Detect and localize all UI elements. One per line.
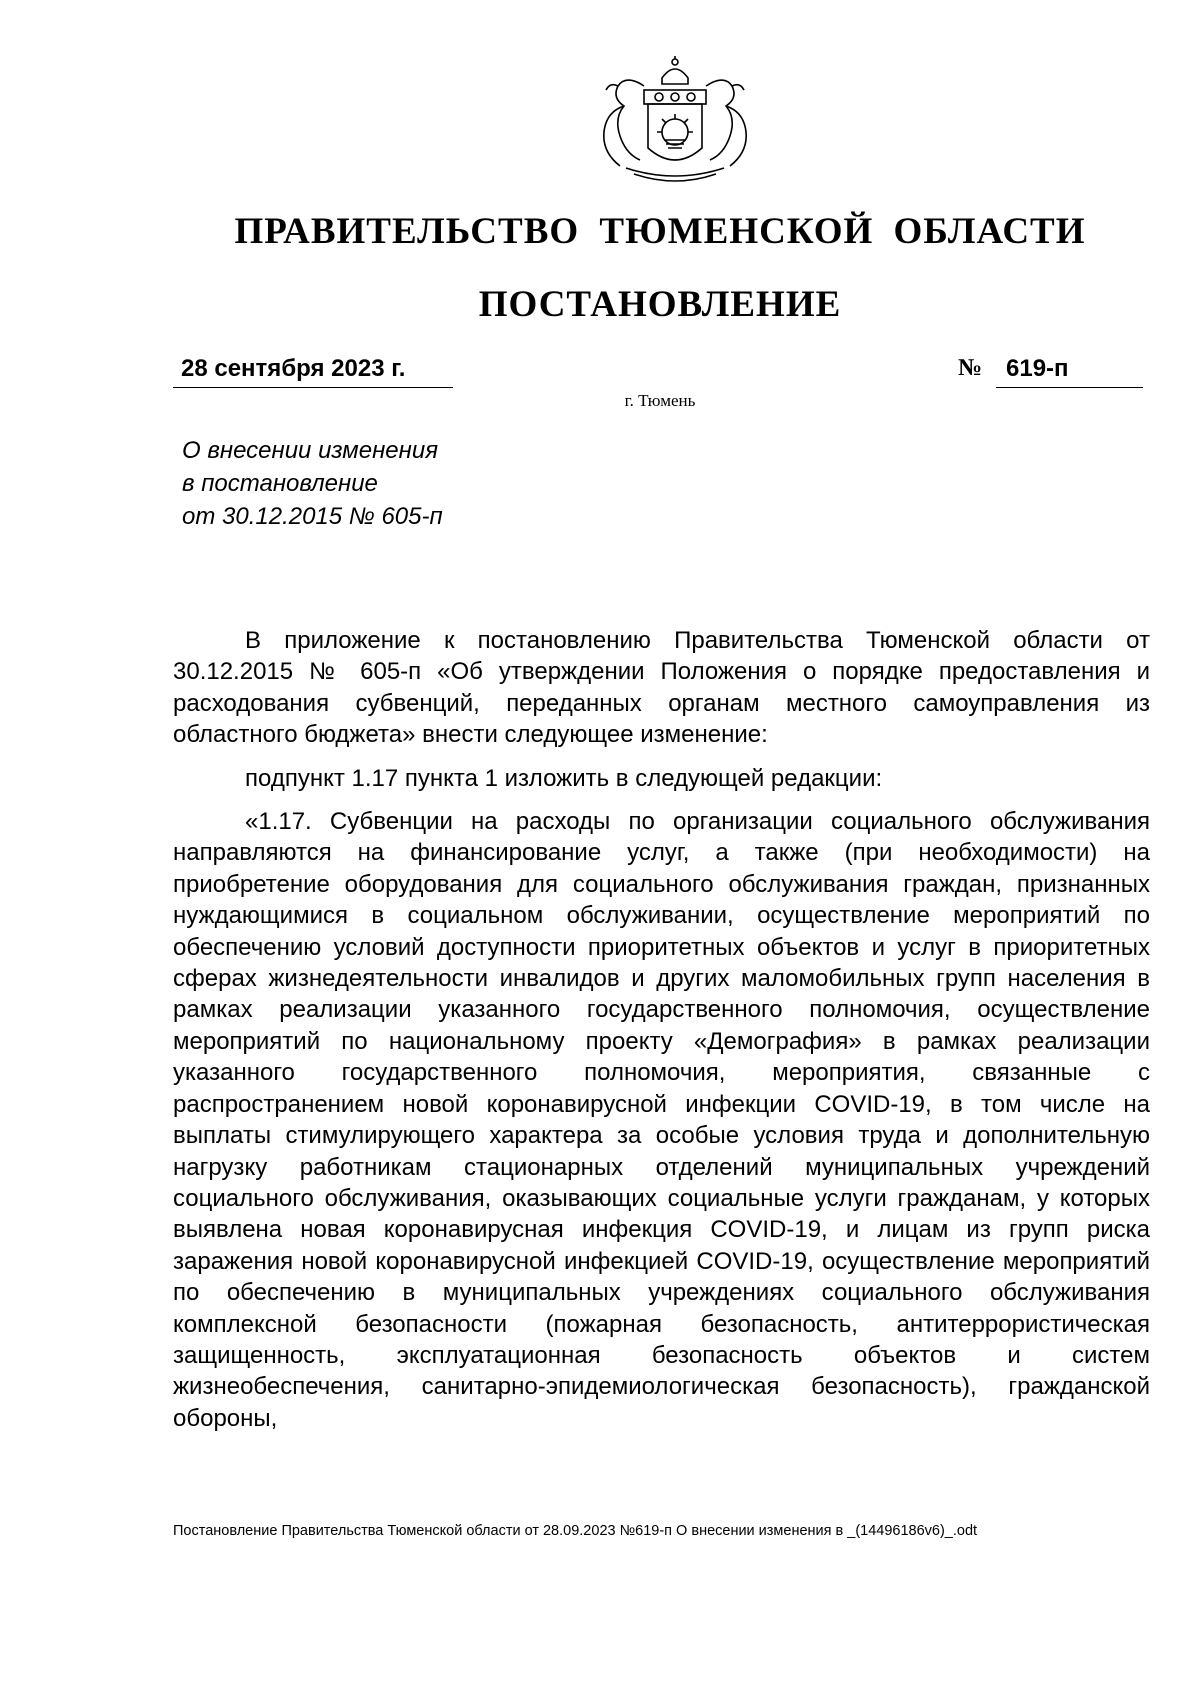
body-paragraph: подпункт 1.17 пункта 1 изложить в следующей редакции: (245, 764, 883, 792)
number-underline (996, 355, 1143, 388)
footer-filename: Постановление Правительства Тюменской области от 28.09.2023 №619-п О внесении изменения в _(14496186v6)_.odt (173, 1523, 978, 1539)
document-date: 28 сентября 2023 г. (181, 355, 406, 382)
document-body (173, 625, 1150, 1434)
document-date-field (173, 355, 453, 388)
subject-line: от 30.12.2015 № 605-п (182, 503, 443, 530)
document-number-field (958, 355, 1143, 387)
body-paragraph: «1.17. Субвенции на расходы по организации социального обслуживания направляются на финансирование услуг, а также (при необходимости) на приобретение оборудования для социального обслуживания граждан, признанных нуждающимися в социальном обслуживании, осуществление мероприятий по обеспечению условий доступности приоритетных объектов и услуг в приоритетных сферах жизнедеятельности инвалидов и других маломобильных групп населения в рамках реализации указанного государственного полномочия, осуществление мероприятий по национальному проекту «Демография» в рамках реализации указанного государственного полномочия, мероприятия, связанные с распространением новой коронавирусной инфекции COVID-19, в том числе на выплаты стимулирующего характера за особые условия труда и дополнительную нагрузку работникам стационарных отделений муниципальных учреждений социального обслуживания, оказывающих социальные услуги гражданам, у которых выявлена новая коронавирусная инфекция COVID-19, и лицам из групп риска заражения новой коронавирусной инфекцией COVID-19, осуществление мероприятий по обеспечению в муниципальных учреждениях социального обслуживания комплексной безопасности (пожарная безопасность, антитеррористическая защищенность, эксплуатационная безопасность объектов и систем жизнеобеспечения, санитарно-эпидемиологическая безопасность), гражданской обороны, (173, 808, 1150, 1432)
body-paragraph: В приложение к постановлению Правительства Тюменской области от 30.12.2015 № 605-п «Об утверждении Положения о порядке предоставления и расходования субвенций, переданных органам местного самоуправления из областного бюджета» внести следующее изменение: (173, 627, 1150, 749)
government-title: ПРАВИТЕЛЬСТВО ТЮМЕНСКОЙ ОБЛАСТИ (234, 211, 1086, 252)
number-sign: № (958, 355, 983, 381)
document-type-title: ПОСТАНОВЛЕНИЕ (478, 284, 842, 325)
document-number: 619-п (1006, 355, 1069, 382)
subject-line: О внесении изменения (182, 437, 439, 464)
coat-of-arms-icon (596, 56, 754, 186)
subject-line: в постановление (182, 470, 378, 497)
city: г. Тюмень (624, 391, 696, 410)
document-subject (182, 434, 443, 533)
